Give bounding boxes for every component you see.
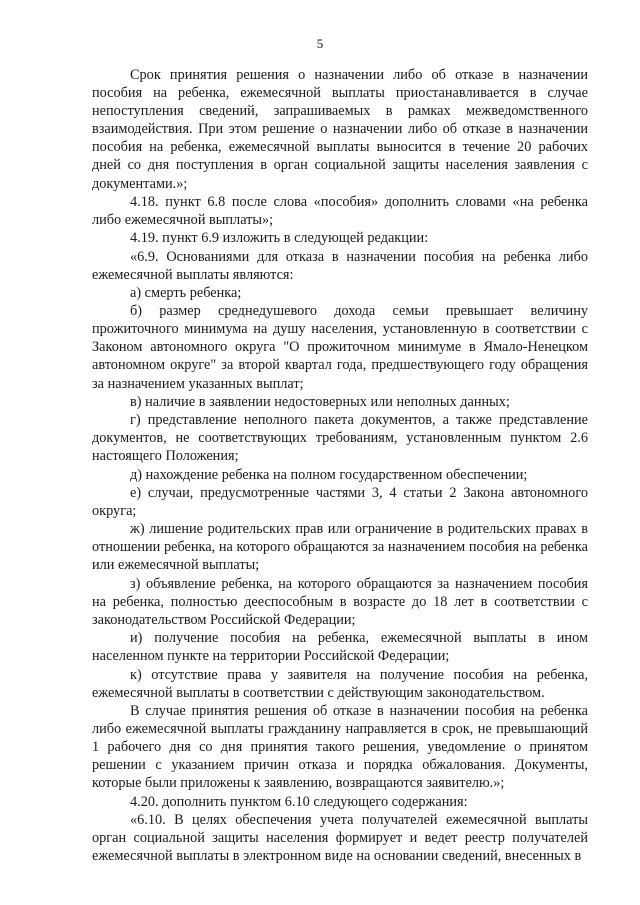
paragraph-decision-deadline: Срок принятия решения о назначении либо об отказе в назначении пособия на ребенка, ежемесячной выплаты приостанавливается в случае непоступления сведений, запрашиваемых в рамках межведомственного взаимодействия. При этом решение о назначении либо об отказе в назначении пособия на ребенка, ежемесячной выплаты выносится в течение 20 рабочих дней со дня поступления в орган социальной защиты населения заявления с документами.»; <box>92 67 588 192</box>
page-number: 5 <box>316 36 324 51</box>
list-item-a: а) смерть ребенка; <box>130 284 242 301</box>
list-item-e: е) случаи, предусмотренные частями 3, 4 статьи 2 Закона автономного округа; <box>92 484 588 519</box>
paragraph-4-18: 4.18. пункт 6.8 после слова «пособия» дополнить словами «на ребенка либо ежемесячной выплаты»; <box>92 193 588 228</box>
list-item-b: б) размер среднедушевого дохода семьи превышает величину прожиточного минимума на душу населения, установленную в соответствии с Законом автономного округа "О прожиточном минимуме в Ямало-Ненецком автономном округе" за второй квартал года, предшествующего году обращения за назначением указанных выплат; <box>92 303 588 392</box>
document-body <box>92 66 588 865</box>
list-item-i: и) получение пособия на ребенка, ежемесячной выплаты в ином населенном пункте на территории Российской Федерации; <box>92 630 588 665</box>
list-item-g: г) представление неполного пакета документов, а также представление документов, не соответствующих требованиям, установленным пунктом 2.6 настоящего Положения; <box>92 412 588 465</box>
paragraph-6-9-intro: «6.9. Основаниями для отказа в назначении пособия на ребенка либо ежемесячной выплаты являются: <box>92 248 588 283</box>
paragraph-4-20: 4.20. дополнить пунктом 6.10 следующего содержания: <box>130 793 468 810</box>
list-item-zh: ж) лишение родительских прав или ограничение в родительских правах в отношении ребенка, на которого обращаются за назначением пособия на ребенка или ежемесячной выплаты; <box>92 521 588 574</box>
list-item-v: в) наличие в заявлении недостоверных или неполных данных; <box>130 393 510 410</box>
list-item-d: д) нахождение ребенка на полном государственном обеспечении; <box>130 466 528 483</box>
list-item-k: к) отсутствие права у заявителя на получение пособия на ребенка, ежемесячной выплаты в соответствии с действующим законодательством. <box>92 666 588 701</box>
paragraph-refusal-notice: В случае принятия решения об отказе в назначении пособия на ребенка либо ежемесячной выплаты гражданину направляется в срок, не превышающий 1 рабочего дня со дня принятия такого решения, уведомление о принятом решении с указанием причин отказа и порядка обжалования. Документы, которые были приложены к заявлению, возвращаются заявителю.»; <box>92 702 588 792</box>
paragraph-6-10: «6.10. В целях обеспечения учета получателей ежемесячной выплаты орган социальной защиты населения формирует и ведет реестр получателей ежемесячной выплаты в электронном виде на основании сведений, внесенных в <box>92 811 588 865</box>
paragraph-4-19: 4.19. пункт 6.9 изложить в следующей редакции: <box>130 230 429 247</box>
list-item-z: з) объявление ребенка, на которого обращаются за назначением пособия на ребенка, полностью дееспособным в возрасте до 18 лет в соответствии с законодательством Российской Федерации; <box>92 575 588 628</box>
